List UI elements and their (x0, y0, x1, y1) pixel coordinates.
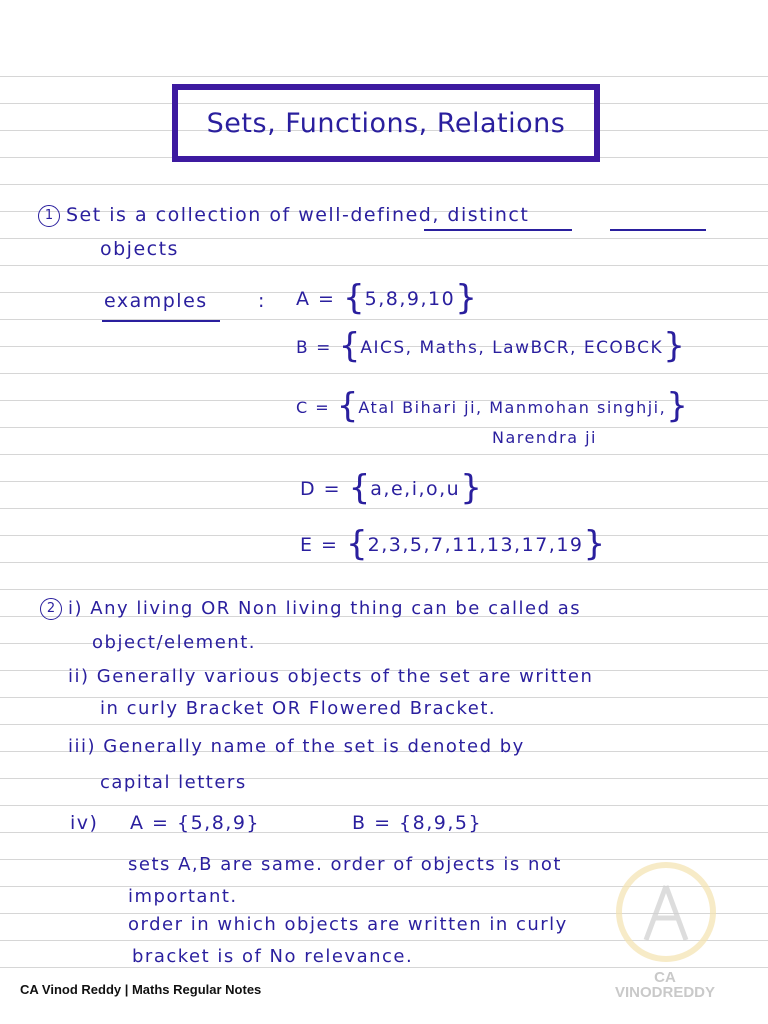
item4-set-a: A = {5,8,9} (130, 812, 261, 834)
set-b-name: B (296, 338, 310, 358)
item1-line1: Any living OR Non living thing can be called as (90, 598, 582, 619)
point1-line1 (38, 204, 529, 227)
watermark-text (590, 970, 740, 1000)
title-box (172, 84, 600, 162)
footer-text: CA Vinod Reddy | Maths Regular Notes (20, 982, 262, 997)
set-a-members: 5,8,9,10 (364, 288, 456, 310)
watermark-line1: CA (654, 969, 676, 986)
set-a-name: A (296, 288, 311, 310)
underline-well-defined (424, 229, 572, 231)
point1-text: Set is a collection of well-defined, distinct (66, 204, 530, 226)
item2-line1: Generally various objects of the set are written (96, 666, 594, 687)
watermark-line2: VINODREDDY (614, 984, 715, 1001)
item3-marker: iii) (68, 736, 97, 757)
item4-set-b: B = {8,9,5} (352, 812, 483, 834)
point1-line2: objects (100, 238, 179, 260)
point2-item2 (68, 666, 593, 687)
set-d-definition: D = {a,e,i,o,u} (300, 468, 482, 508)
set-b-members: AICS, Maths, LawBCR, ECOBCK (360, 338, 664, 358)
set-d-members: a,e,i,o,u (370, 478, 461, 500)
item4-line5: bracket is of No relevance. (132, 946, 414, 967)
point1-number: 1 (38, 205, 60, 227)
set-c-definition: C = {Atal Bihari ji, Manmohan singhji,} (296, 386, 688, 426)
set-c-name: C (296, 398, 309, 417)
item2-marker: ii) (68, 666, 90, 687)
set-a-definition: A = {5,8,9,10} (296, 278, 477, 318)
item4-line4: order in which objects are written in curly (128, 914, 568, 935)
set-e-members: 2,3,5,7,11,13,17,19 (367, 534, 584, 556)
item3-line2: capital letters (100, 772, 247, 793)
examples-label: examples (104, 290, 208, 312)
item1-marker: i) (68, 598, 84, 619)
item3-line1: Generally name of the set is denoted by (103, 736, 525, 757)
item4-line3: important. (128, 886, 238, 907)
examples-colon: : (258, 290, 266, 312)
set-d-name: D (300, 478, 317, 500)
set-e-name: E (300, 534, 314, 556)
point2-number: 2 (40, 598, 62, 620)
item4-line2: sets A,B are same. order of objects is not (128, 854, 562, 875)
item4-marker: iv) (70, 812, 99, 834)
item1-line2: object/element. (92, 632, 256, 653)
watermark-logo-icon (616, 862, 716, 962)
point2-item3 (68, 736, 525, 757)
set-c-members-line2: Narendra ji (492, 428, 597, 447)
underline-distinct (610, 229, 706, 231)
page-title: Sets, Functions, Relations (206, 108, 566, 139)
point2-item1 (40, 598, 581, 620)
item2-line2: in curly Bracket OR Flowered Bracket. (100, 698, 497, 719)
set-e-definition: E = {2,3,5,7,11,13,17,19} (300, 524, 606, 564)
underline-examples (102, 320, 220, 322)
set-b-definition: B = {AICS, Maths, LawBCR, ECOBCK} (296, 326, 685, 366)
set-c-members: Atal Bihari ji, Manmohan singhji, (358, 398, 667, 417)
